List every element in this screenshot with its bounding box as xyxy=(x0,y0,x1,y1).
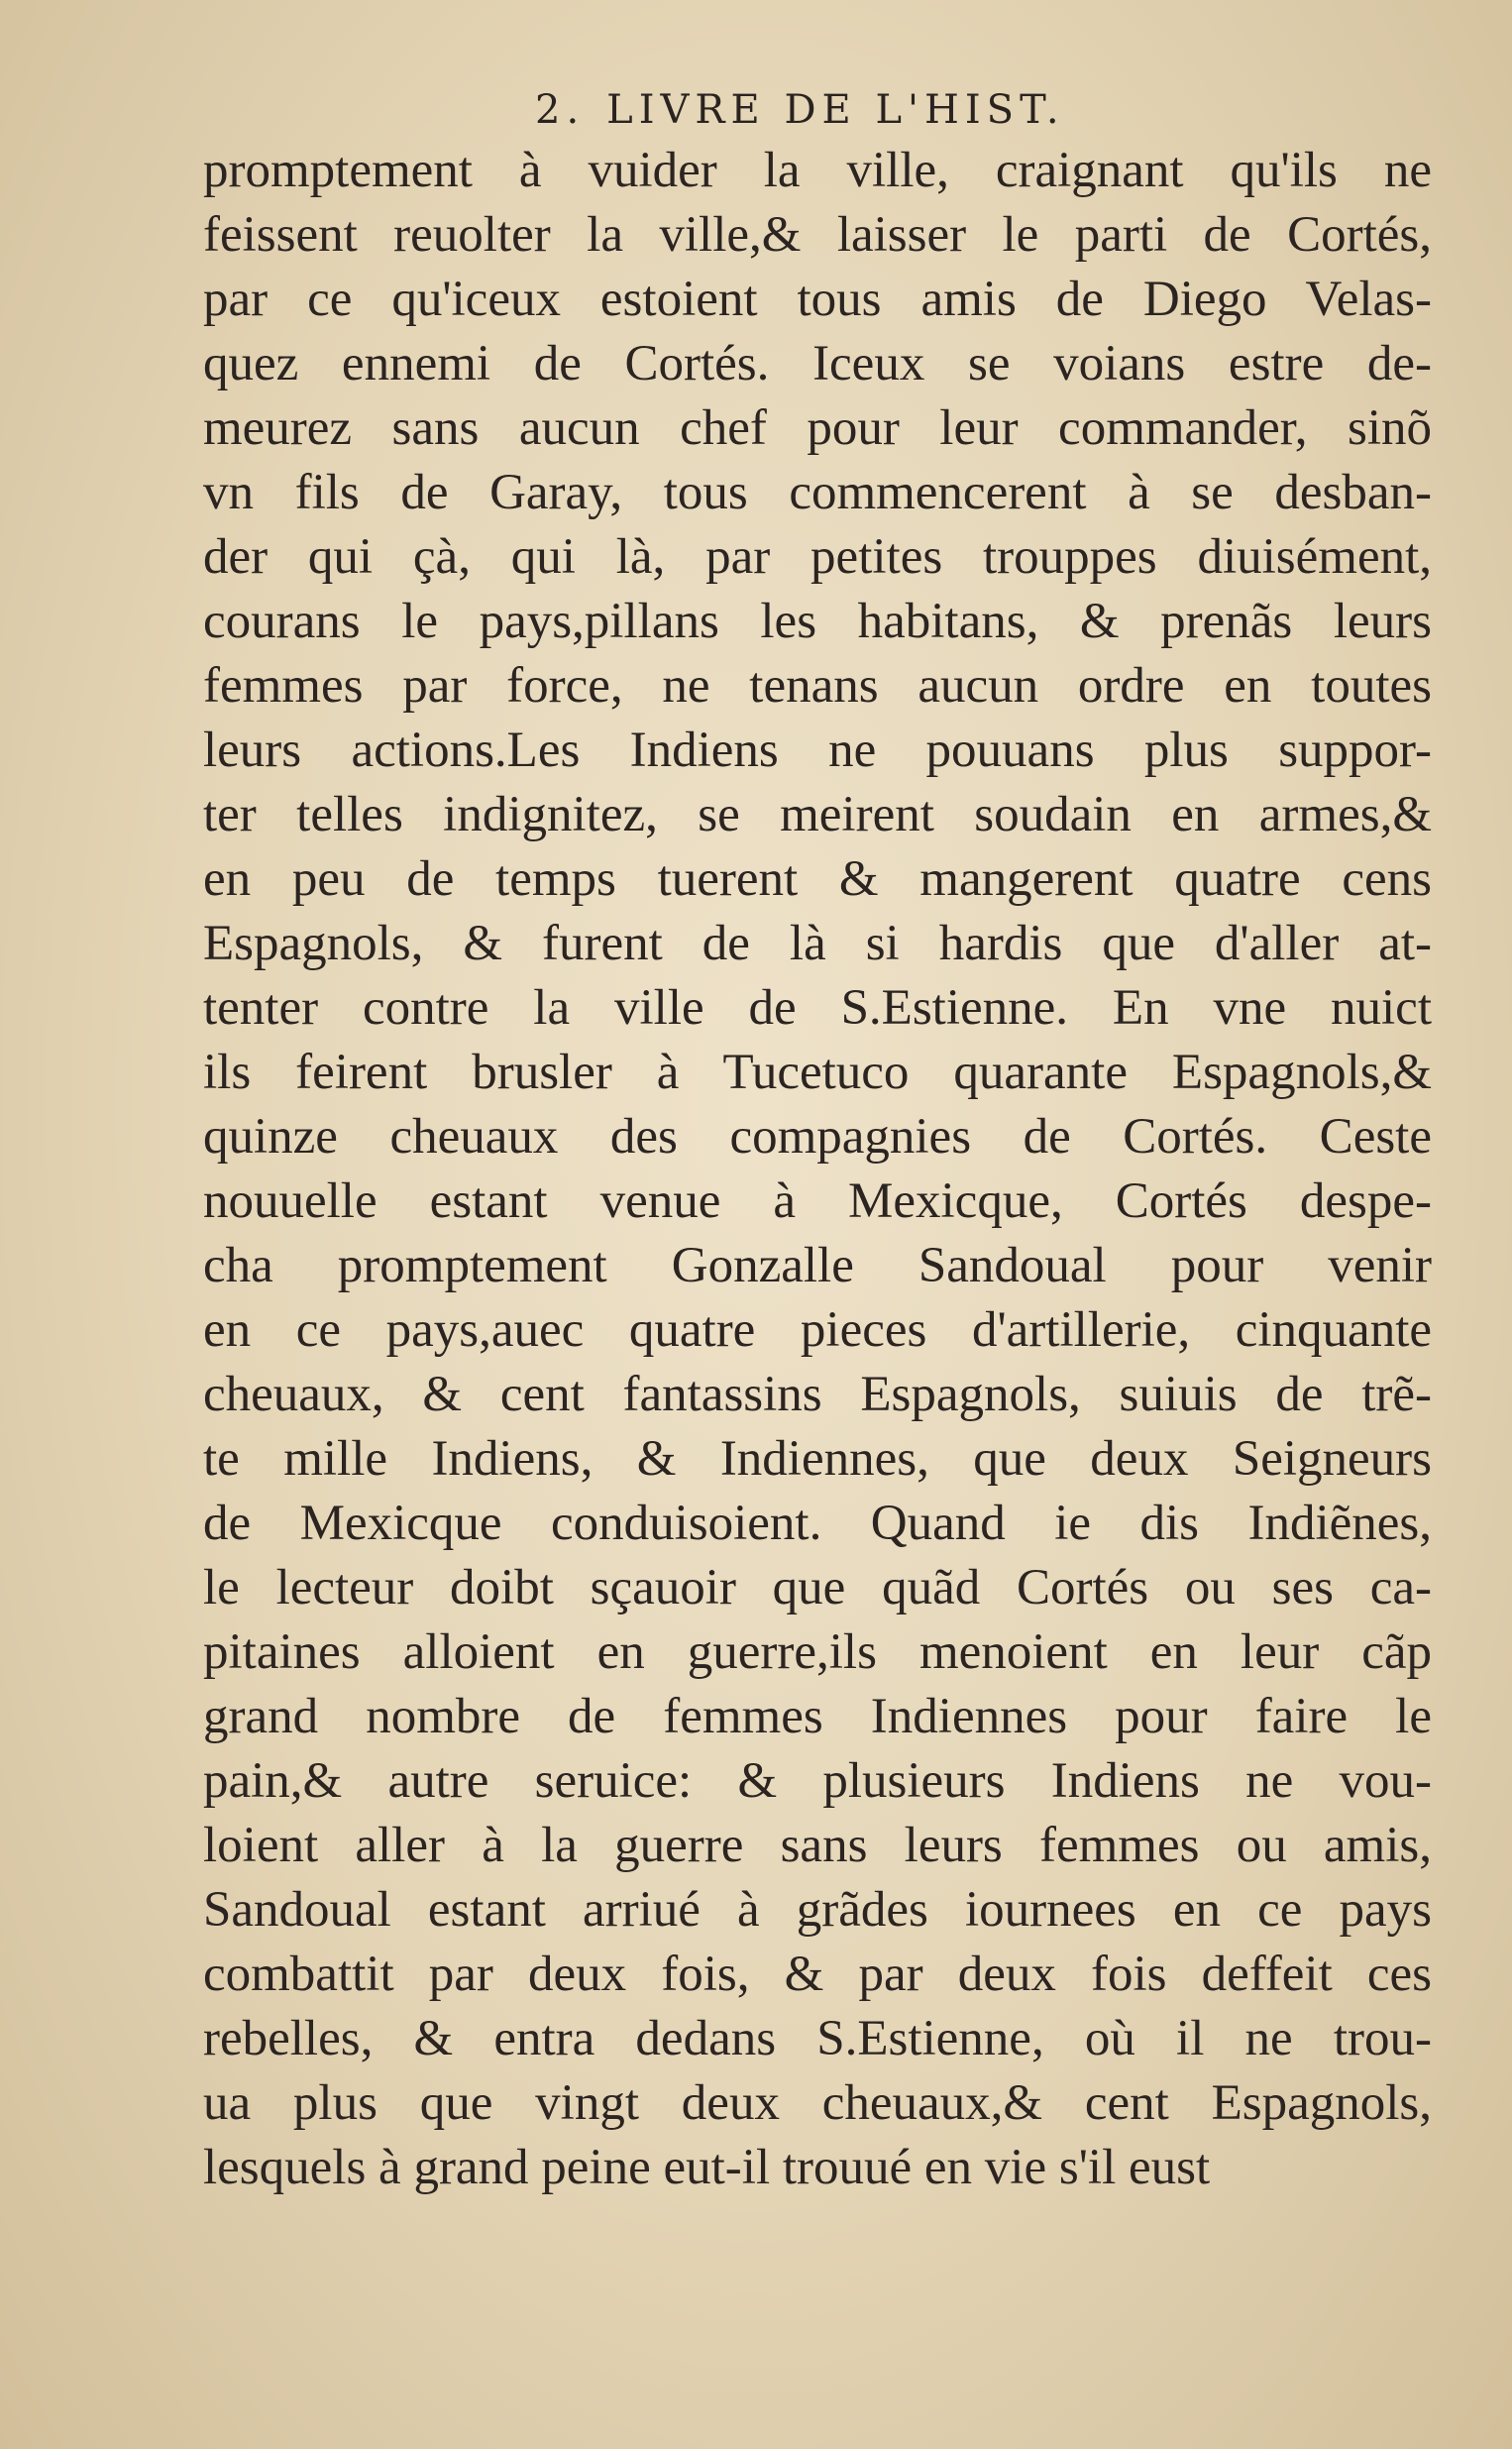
text-line: ua plus que vingt deux cheuaux,& cent Espagnols, xyxy=(203,2075,1432,2131)
text-line: Sandoual estant arriué à grãdes iournees en ce pays xyxy=(203,1882,1432,1938)
text-line: nouuelle estant venue à Mexicque, Cortés despe- xyxy=(203,1173,1432,1229)
text-line: ter telles indignitez, se meirent soudain en armes,& xyxy=(203,787,1432,842)
running-title: LIVRE DE L'HIST. xyxy=(606,87,1065,133)
running-header xyxy=(535,87,1130,133)
text-line: loient aller à la guerre sans leurs femmes ou amis, xyxy=(203,1818,1432,1873)
text-line: leurs actions.Les Indiens ne pouuans plus suppor- xyxy=(203,723,1432,778)
page-number: 2. xyxy=(535,87,586,133)
text-line: ils feirent brusler à Tucetuco quarante Espagnols,& xyxy=(203,1045,1432,1100)
body-text xyxy=(203,139,1432,2200)
text-line: par ce qu'iceux estoient tous amis de Diego Velas- xyxy=(203,272,1432,327)
text-line: quez ennemi de Cortés. Iceux se voians estre de- xyxy=(203,336,1432,391)
text-line: lesquels à grand peine eut-il trouué en vie s'il eust xyxy=(203,2140,1211,2195)
text-line: tenter contre la ville de S.Estienne. En vne nuict xyxy=(203,980,1432,1036)
text-line: cha promptement Gonzalle Sandoual pour venir xyxy=(203,1238,1432,1293)
text-line: feissent reuolter la ville,& laisser le parti de Cortés, xyxy=(203,207,1432,263)
text-line: rebelles, & entra dedans S.Estienne, où il ne trou- xyxy=(203,2011,1432,2066)
text-line: cheuaux, & cent fantassins Espagnols, suiuis de trẽ- xyxy=(203,1367,1432,1422)
text-line: vn fils de Garay, tous commencerent à se desban- xyxy=(203,465,1432,520)
text-line: der qui çà, qui là, par petites trouppes diuisément, xyxy=(203,529,1432,585)
text-line: femmes par force, ne tenans aucun ordre en toutes xyxy=(203,658,1432,714)
text-line: en peu de temps tuerent & mangerent quatre cens xyxy=(203,851,1432,907)
text-line: en ce pays,auec quatre pieces d'artillerie, cinquante xyxy=(203,1302,1432,1358)
text-line: promptement à vuider la ville, craignant qu'ils ne xyxy=(203,143,1432,198)
text-line: le lecteur doibt sçauoir que quãd Cortés ou ses ca- xyxy=(203,1560,1432,1615)
text-line: combattit par deux fois, & par deux fois deffeit ces xyxy=(203,1947,1432,2002)
text-line: courans le pays,pillans les habitans, & prenãs leurs xyxy=(203,594,1432,649)
text-line: quinze cheuaux des compagnies de Cortés. Ceste xyxy=(203,1109,1432,1165)
text-line: te mille Indiens, & Indiennes, que deux Seigneurs xyxy=(203,1431,1432,1487)
text-line: pain,& autre seruice: & plusieurs Indiens ne vou- xyxy=(203,1753,1432,1809)
text-line: grand nombre de femmes Indiennes pour faire le xyxy=(203,1689,1432,1744)
text-line: de Mexicque conduisoient. Quand ie dis Indiẽnes, xyxy=(203,1496,1432,1551)
text-line: pitaines alloient en guerre,ils menoient en leur cãp xyxy=(203,1624,1432,1680)
text-line: meurez sans aucun chef pour leur commander, sinõ xyxy=(203,400,1432,456)
text-line: Espagnols, & furent de là si hardis que d'aller at- xyxy=(203,916,1432,971)
